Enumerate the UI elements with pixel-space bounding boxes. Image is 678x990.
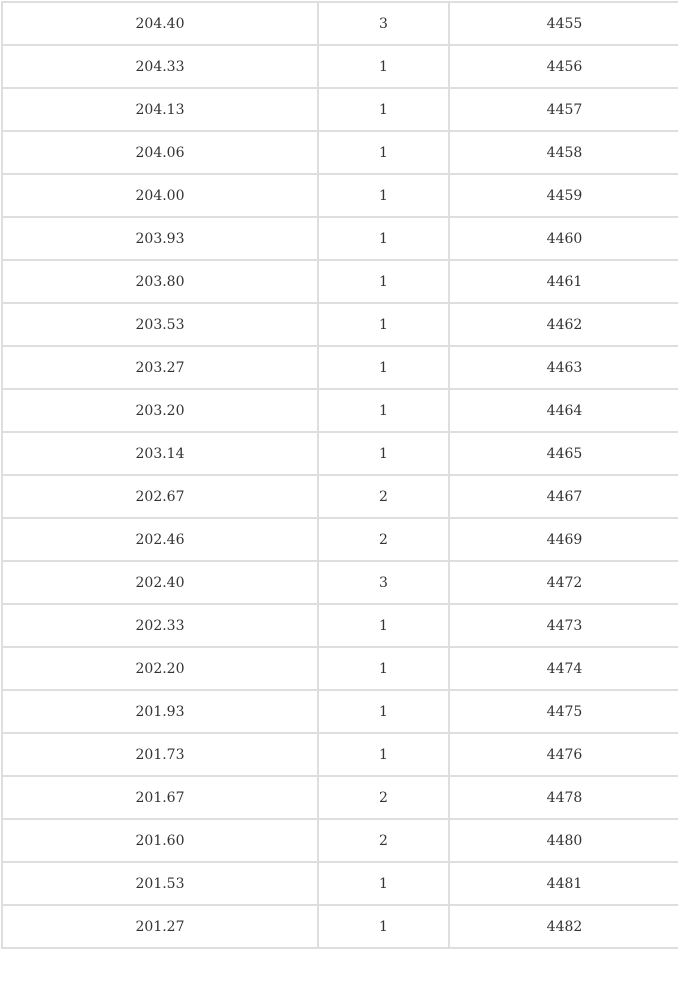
table-cell: 3	[318, 2, 449, 45]
table-cell: 1	[318, 690, 449, 733]
table-row	[2, 819, 678, 862]
table-cell: 202.20	[2, 647, 318, 690]
table-cell: 4464	[449, 389, 678, 432]
table-cell: 2	[318, 819, 449, 862]
table-cell: 204.40	[2, 2, 318, 45]
table-cell: 2	[318, 518, 449, 561]
table-cell: 1	[318, 88, 449, 131]
table-cell: 1	[318, 346, 449, 389]
table-cell: 202.40	[2, 561, 318, 604]
table-cell: 4458	[449, 131, 678, 174]
table-row	[2, 518, 678, 561]
table-cell: 4482	[449, 905, 678, 948]
table-cell: 204.13	[2, 88, 318, 131]
table-cell: 202.67	[2, 475, 318, 518]
table-row	[2, 131, 678, 174]
table-cell: 4462	[449, 303, 678, 346]
table-row	[2, 432, 678, 475]
table-cell: 203.27	[2, 346, 318, 389]
table-cell: 4478	[449, 776, 678, 819]
table-cell: 4475	[449, 690, 678, 733]
table-cell: 4481	[449, 862, 678, 905]
table-cell: 4463	[449, 346, 678, 389]
table-row	[2, 2, 678, 45]
table-row	[2, 475, 678, 518]
table-cell: 1	[318, 905, 449, 948]
table-cell: 201.67	[2, 776, 318, 819]
table-cell: 202.46	[2, 518, 318, 561]
table-row	[2, 45, 678, 88]
table-cell: 2	[318, 776, 449, 819]
table-row	[2, 389, 678, 432]
table-row	[2, 647, 678, 690]
table-cell: 203.93	[2, 217, 318, 260]
table-row	[2, 776, 678, 819]
table-cell: 203.80	[2, 260, 318, 303]
table-cell: 1	[318, 389, 449, 432]
table-cell: 4476	[449, 733, 678, 776]
table-cell: 201.27	[2, 905, 318, 948]
table-body	[2, 2, 678, 948]
table-row	[2, 303, 678, 346]
table-row	[2, 905, 678, 948]
table-cell: 201.53	[2, 862, 318, 905]
table-cell: 4465	[449, 432, 678, 475]
table-cell: 4455	[449, 2, 678, 45]
table-cell: 4461	[449, 260, 678, 303]
table-cell: 1	[318, 260, 449, 303]
table-cell: 1	[318, 733, 449, 776]
table-cell: 204.00	[2, 174, 318, 217]
table-row	[2, 88, 678, 131]
table-cell: 1	[318, 131, 449, 174]
table-cell: 4467	[449, 475, 678, 518]
table-cell: 1	[318, 647, 449, 690]
table-cell: 202.33	[2, 604, 318, 647]
table-cell: 203.20	[2, 389, 318, 432]
data-table	[1, 1, 678, 949]
table-cell: 4457	[449, 88, 678, 131]
table-row	[2, 862, 678, 905]
table-cell: 201.73	[2, 733, 318, 776]
table-cell: 3	[318, 561, 449, 604]
table-cell: 203.53	[2, 303, 318, 346]
table-cell: 201.60	[2, 819, 318, 862]
table-cell: 4456	[449, 45, 678, 88]
table-row	[2, 604, 678, 647]
table-row	[2, 690, 678, 733]
table-cell: 2	[318, 475, 449, 518]
table-cell: 1	[318, 174, 449, 217]
table-cell: 4474	[449, 647, 678, 690]
table-cell: 1	[318, 862, 449, 905]
table-cell: 1	[318, 303, 449, 346]
table-row	[2, 346, 678, 389]
table-cell: 1	[318, 217, 449, 260]
table-row	[2, 174, 678, 217]
table-row	[2, 733, 678, 776]
table-cell: 203.14	[2, 432, 318, 475]
table-cell: 1	[318, 604, 449, 647]
table-cell: 4469	[449, 518, 678, 561]
table-cell: 4472	[449, 561, 678, 604]
table-cell: 1	[318, 432, 449, 475]
table-row	[2, 217, 678, 260]
table-cell: 4459	[449, 174, 678, 217]
table-cell: 4460	[449, 217, 678, 260]
table-row	[2, 561, 678, 604]
table-cell: 204.33	[2, 45, 318, 88]
table-cell: 4480	[449, 819, 678, 862]
table-cell: 204.06	[2, 131, 318, 174]
table-cell: 1	[318, 45, 449, 88]
table-row	[2, 260, 678, 303]
table-cell: 201.93	[2, 690, 318, 733]
table-cell: 4473	[449, 604, 678, 647]
